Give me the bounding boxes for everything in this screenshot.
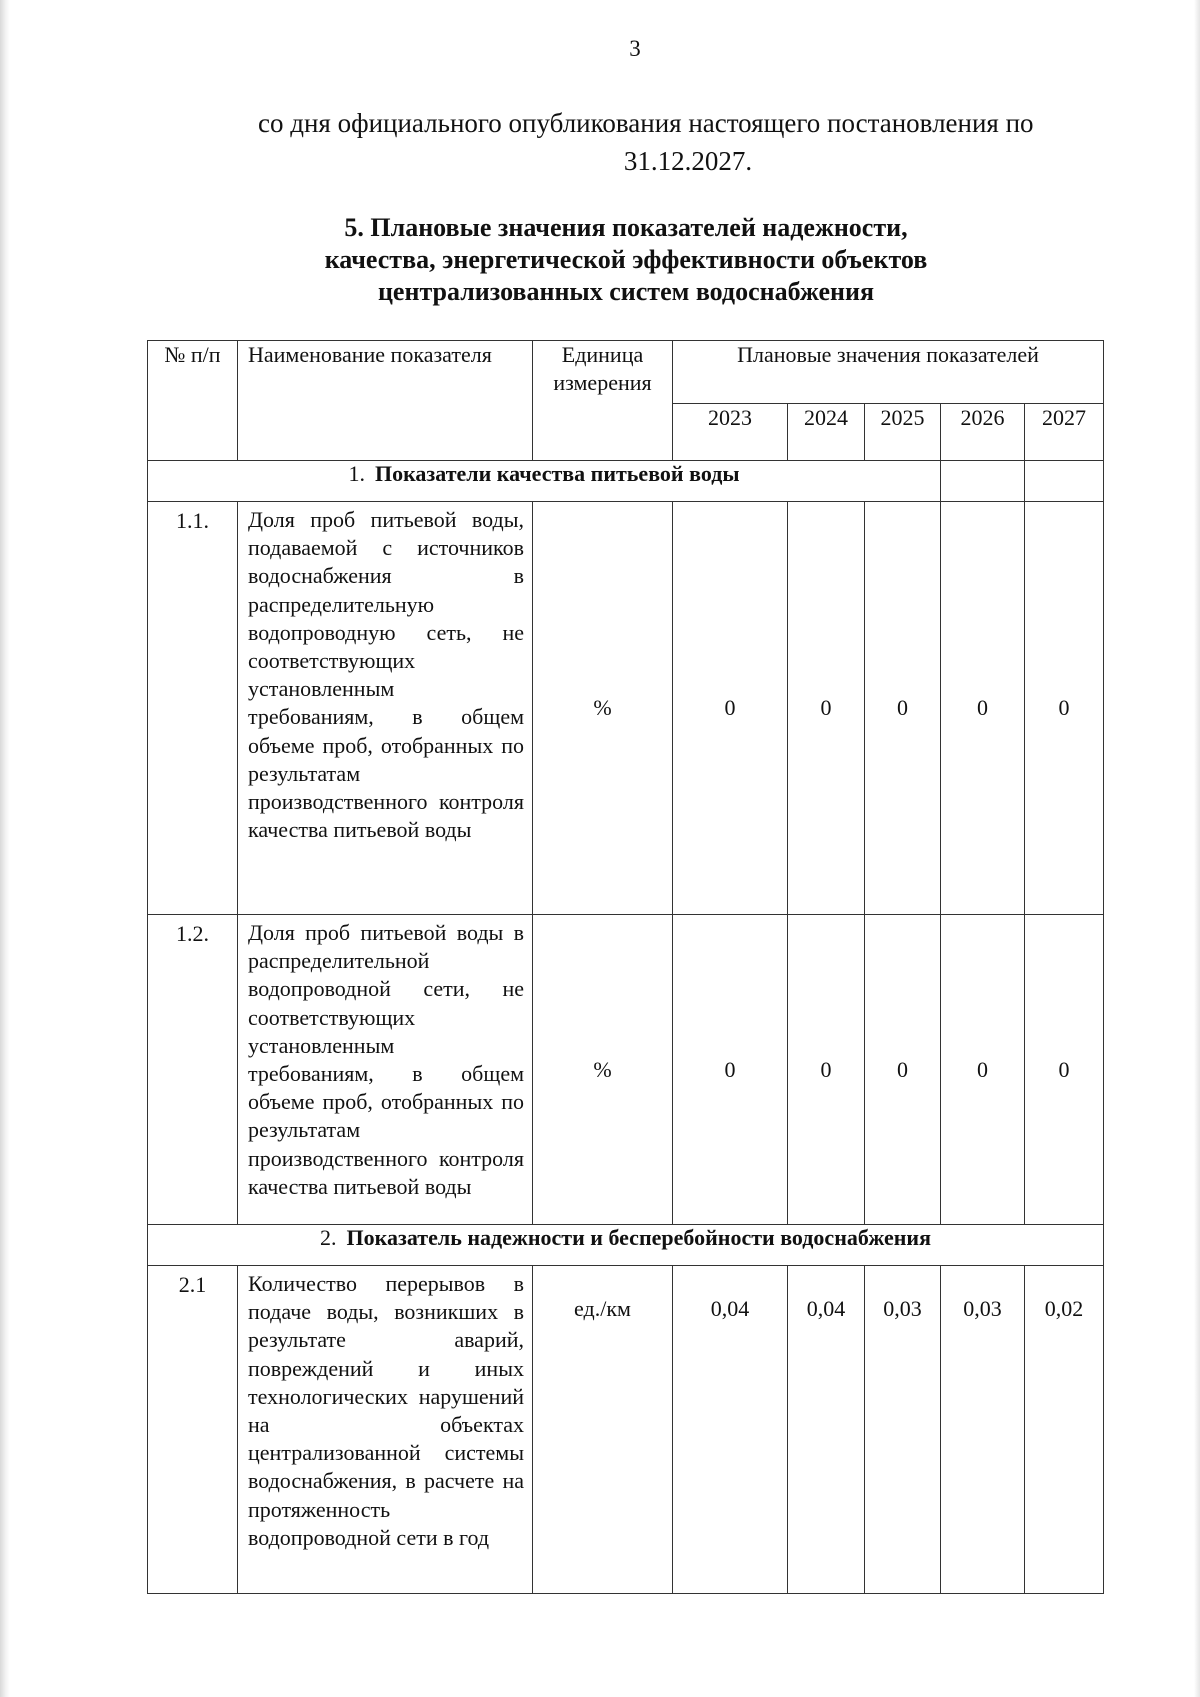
header-year: 2025 bbox=[865, 404, 941, 461]
table-row bbox=[148, 915, 1104, 1225]
section-title-line-2: качества, энергетической эффективности объектов bbox=[324, 245, 928, 274]
row-value: 0,03 bbox=[865, 1266, 941, 1594]
row-value: 0 bbox=[788, 915, 865, 1225]
intro-line-1: со дня официального опубликования настоящего постановления по bbox=[258, 108, 1034, 138]
row-value: 0,04 bbox=[673, 1266, 788, 1594]
scan-edge-right bbox=[1194, 0, 1200, 1697]
section-title-line-3: централизованных систем водоснабжения bbox=[377, 277, 875, 306]
row-number: 1.2. bbox=[148, 915, 238, 1225]
group-number: 1. bbox=[348, 461, 365, 486]
table-row bbox=[148, 1266, 1104, 1594]
intro-line-2: 31.12.2027. bbox=[623, 146, 753, 176]
header-year: 2027 bbox=[1025, 404, 1104, 461]
table-row bbox=[148, 502, 1104, 915]
row-value: 0 bbox=[788, 502, 865, 915]
group-title bbox=[148, 1225, 1104, 1266]
row-value: 0 bbox=[1025, 502, 1104, 915]
row-value: 0,03 bbox=[941, 1266, 1025, 1594]
page-number: 3 bbox=[629, 36, 641, 61]
group-row bbox=[148, 1225, 1104, 1266]
row-name: Доля проб питьевой воды, подаваемой с источников водоснабжения в распределительную водопроводную сеть, не соответствующих установленным требованиям, в общем объеме проб, отобранных по результатам производственного контроля качества питьевой воды bbox=[238, 502, 533, 915]
row-value: 0,02 bbox=[1025, 1266, 1104, 1594]
group-title-text: Показатели качества питьевой воды bbox=[374, 461, 740, 486]
row-value: 0 bbox=[1025, 915, 1104, 1225]
group-title bbox=[148, 461, 941, 502]
row-unit: % bbox=[533, 502, 673, 915]
scan-edge-left bbox=[0, 0, 10, 1697]
header-planned-values: Плановые значения показателей bbox=[673, 341, 1104, 404]
header-name: Наименование показателя bbox=[238, 341, 533, 461]
row-value: 0 bbox=[673, 502, 788, 915]
row-number: 1.1. bbox=[148, 502, 238, 915]
intro-paragraph bbox=[258, 104, 1078, 180]
row-value: 0 bbox=[865, 502, 941, 915]
row-value: 0 bbox=[941, 915, 1025, 1225]
row-unit: ед./км bbox=[533, 1266, 673, 1594]
group-title-text: Показатель надежности и бесперебойности водоснабжения bbox=[346, 1225, 931, 1250]
group-number: 2. bbox=[320, 1225, 337, 1250]
empty-cell bbox=[1025, 461, 1104, 502]
header-year: 2026 bbox=[941, 404, 1025, 461]
group-row bbox=[148, 461, 1104, 502]
table-header-row bbox=[148, 341, 1104, 404]
row-name: Доля проб питьевой воды в распределительной водопроводной сети, не соответствующих установленным требованиям, в общем объеме проб, отобранных по результатам производственного контроля качества питьевой воды bbox=[238, 915, 533, 1225]
row-value: 0 bbox=[941, 502, 1025, 915]
section-title-line-1: 5. Плановые значения показателей надежности, bbox=[344, 213, 908, 242]
header-year: 2023 bbox=[673, 404, 788, 461]
header-year: 2024 bbox=[788, 404, 865, 461]
row-value: 0 bbox=[865, 915, 941, 1225]
header-unit: Единица измерения bbox=[533, 341, 673, 461]
header-number: № п/п bbox=[148, 341, 238, 461]
section-title bbox=[148, 212, 1104, 308]
indicators-table bbox=[147, 340, 1104, 1594]
row-value: 0,04 bbox=[788, 1266, 865, 1594]
row-name: Количество перерывов в подаче воды, возникших в результате аварий, повреждений и иных технологических нарушений на объектах централизованной системы водоснабжения, в расчете на протяженность водопроводной сети в год bbox=[238, 1266, 533, 1594]
row-unit: % bbox=[533, 915, 673, 1225]
row-value: 0 bbox=[673, 915, 788, 1225]
empty-cell bbox=[941, 461, 1025, 502]
row-number: 2.1 bbox=[148, 1266, 238, 1594]
